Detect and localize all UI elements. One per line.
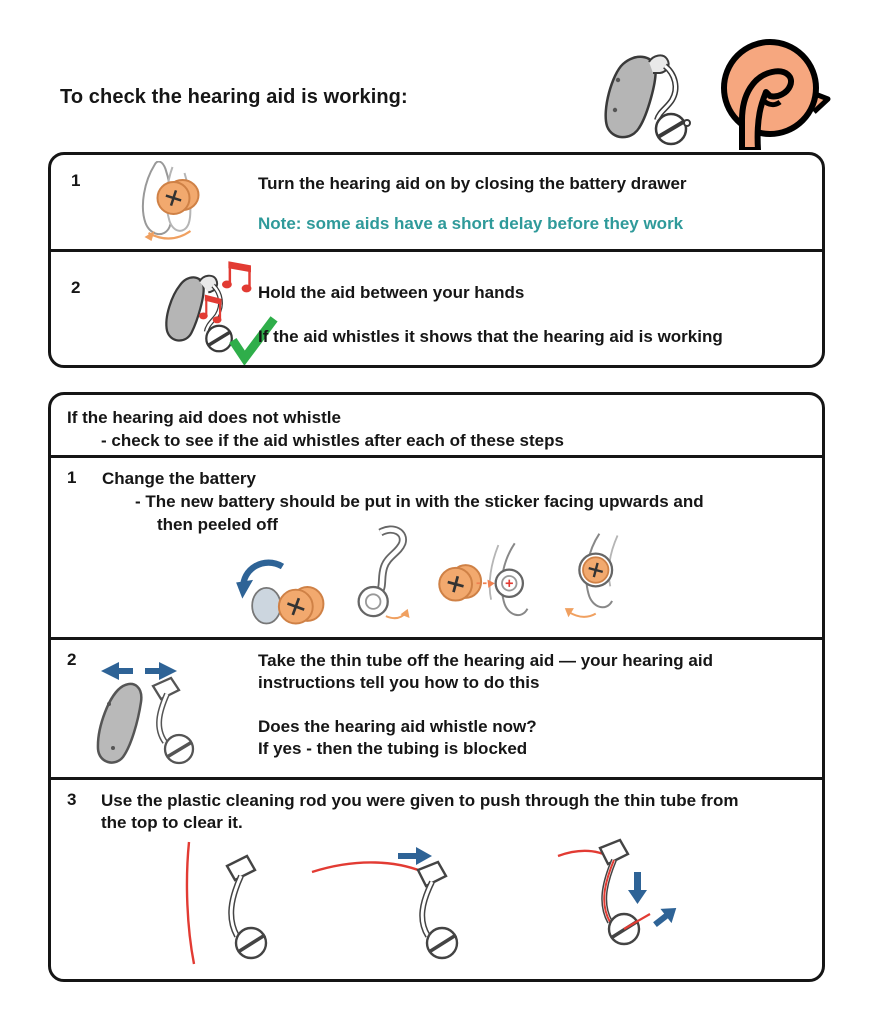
open-battery-drawer-icon bbox=[335, 520, 435, 635]
rod-through-tube-icon bbox=[538, 832, 703, 967]
rod-beside-tube-icon bbox=[139, 836, 289, 971]
step-sub-text: - The new battery should be put in with the sticker facing upwards and bbox=[135, 492, 704, 511]
whistling-aid-icon bbox=[157, 256, 287, 366]
step-number: 2 bbox=[71, 278, 81, 297]
close-drawer-with-battery-icon bbox=[543, 526, 643, 634]
troubleshoot-step-2 bbox=[51, 640, 822, 774]
troubleshoot-box bbox=[48, 392, 825, 982]
step-sub-text: then peeled off bbox=[157, 515, 278, 534]
step-number: 3 bbox=[67, 790, 77, 809]
step-text: If the aid whistles it shows that the hearing aid is working bbox=[258, 327, 723, 346]
peel-sticker-battery-icon bbox=[229, 538, 327, 636]
step-text: instructions tell you how to do this bbox=[258, 673, 540, 692]
step-note: Note: some aids have a short delay before they work bbox=[258, 214, 684, 233]
step-text: Use the plastic cleaning rod you were given to push through the thin tube from bbox=[101, 791, 739, 810]
page-title: To check the hearing aid is working: bbox=[60, 86, 408, 108]
step-title: Change the battery bbox=[102, 469, 256, 488]
check-steps-box bbox=[48, 152, 825, 368]
step-text: Hold the aid between your hands bbox=[258, 283, 525, 302]
hand-on-ear-icon bbox=[712, 32, 837, 150]
troubleshoot-header-line1: If the hearing aid does not whistle bbox=[67, 408, 341, 427]
step-text: If yes - then the tubing is blocked bbox=[258, 739, 528, 758]
check-step-2-row bbox=[51, 252, 822, 365]
troubleshoot-step-3 bbox=[51, 780, 822, 979]
step-number: 1 bbox=[67, 468, 77, 487]
rod-entering-tube-top-icon bbox=[306, 832, 481, 967]
hearing-aid-icon bbox=[595, 48, 725, 148]
battery-drawer-closing-icon bbox=[113, 161, 231, 246]
step-text: Take the thin tube off the hearing aid — your hearing aid bbox=[258, 651, 713, 670]
step-number: 1 bbox=[71, 171, 81, 190]
tube-off-aid-icon bbox=[87, 652, 237, 770]
troubleshoot-step-1 bbox=[51, 458, 822, 637]
step-text: Does the hearing aid whistle now? bbox=[258, 717, 537, 736]
step-number: 2 bbox=[67, 650, 77, 669]
insert-battery-icon bbox=[433, 536, 541, 636]
troubleshoot-header-line2: - check to see if the aid whistles after each of these steps bbox=[101, 431, 564, 450]
step-text: the top to clear it. bbox=[101, 813, 243, 832]
step-text: Turn the hearing aid on by closing the battery drawer bbox=[258, 174, 687, 193]
check-step-1-row bbox=[51, 155, 822, 249]
